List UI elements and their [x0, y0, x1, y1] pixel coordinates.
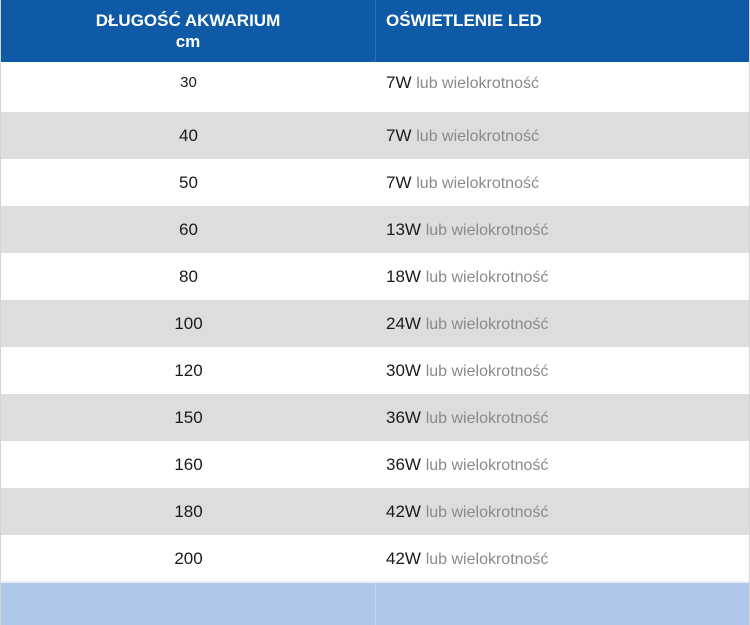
power-cell: [376, 220, 749, 240]
header-aquarium-length-label: DŁUGOŚĆ AKWARIUM: [95, 11, 281, 30]
table-row: [1, 112, 749, 159]
power-suffix: lub wielokrotność: [425, 409, 549, 427]
power-suffix: lub wielokrotność: [425, 550, 549, 568]
table-row: [1, 300, 749, 347]
power-value: 7W: [386, 73, 412, 92]
length-cell: 150: [174, 407, 203, 427]
table-row: [1, 253, 749, 300]
power-cell: [376, 549, 749, 569]
table-row: [1, 488, 749, 535]
power-cell: [376, 408, 749, 428]
table-row: [1, 441, 749, 488]
power-value: 7W: [386, 125, 412, 145]
power-suffix: lub wielokrotność: [416, 174, 539, 192]
power-value: 42W: [386, 548, 421, 568]
table-row: [1, 206, 749, 253]
power-suffix: lub wielokrotność: [416, 127, 539, 145]
power-suffix: lub wielokrotność: [425, 456, 549, 474]
table-row: [1, 394, 749, 441]
power-cell: [376, 314, 749, 334]
power-value: 42W: [386, 501, 421, 521]
power-suffix: lub wielokrotność: [425, 221, 549, 239]
length-cell: 100: [174, 313, 203, 333]
table-header: [1, 0, 749, 62]
power-value: 24W: [386, 313, 421, 333]
header-aquarium-length-unit: cm: [175, 32, 201, 51]
length-cell: 180: [174, 501, 203, 521]
power-cell: [376, 126, 749, 146]
length-cell: 120: [174, 360, 203, 380]
header-led-lighting: OŚWIETLENIE LED: [386, 11, 542, 30]
table-row: [1, 62, 749, 112]
table-body: [1, 62, 749, 582]
power-value: 36W: [386, 454, 421, 474]
length-cell: 50: [179, 172, 198, 192]
length-cell: 200: [174, 548, 203, 568]
table-row: [1, 347, 749, 394]
power-cell: [376, 361, 749, 381]
power-suffix: lub wielokrotność: [416, 75, 539, 92]
footer-cell-length: [1, 583, 376, 625]
length-cell: 160: [174, 454, 203, 474]
header-aquarium-length: [1, 0, 376, 62]
footer-cell-lighting: [376, 583, 749, 625]
power-suffix: lub wielokrotność: [425, 315, 549, 333]
power-cell: [376, 267, 749, 287]
table-footer: [1, 581, 749, 625]
length-cell: 60: [179, 219, 198, 239]
power-suffix: lub wielokrotność: [425, 503, 549, 521]
power-suffix: lub wielokrotność: [425, 268, 549, 286]
table-row: [1, 159, 749, 206]
power-cell: [376, 455, 749, 475]
power-value: 36W: [386, 407, 421, 427]
power-cell: [376, 62, 749, 93]
power-value: 13W: [386, 219, 421, 239]
power-value: 7W: [386, 172, 412, 192]
power-value: 30W: [386, 360, 421, 380]
length-cell: 30: [180, 74, 197, 91]
length-cell: 80: [179, 266, 198, 286]
power-suffix: lub wielokrotność: [425, 362, 549, 380]
length-cell: 40: [179, 125, 198, 145]
power-value: 18W: [386, 266, 421, 286]
table-row: [1, 535, 749, 582]
power-cell: [376, 502, 749, 522]
power-cell: [376, 173, 749, 193]
